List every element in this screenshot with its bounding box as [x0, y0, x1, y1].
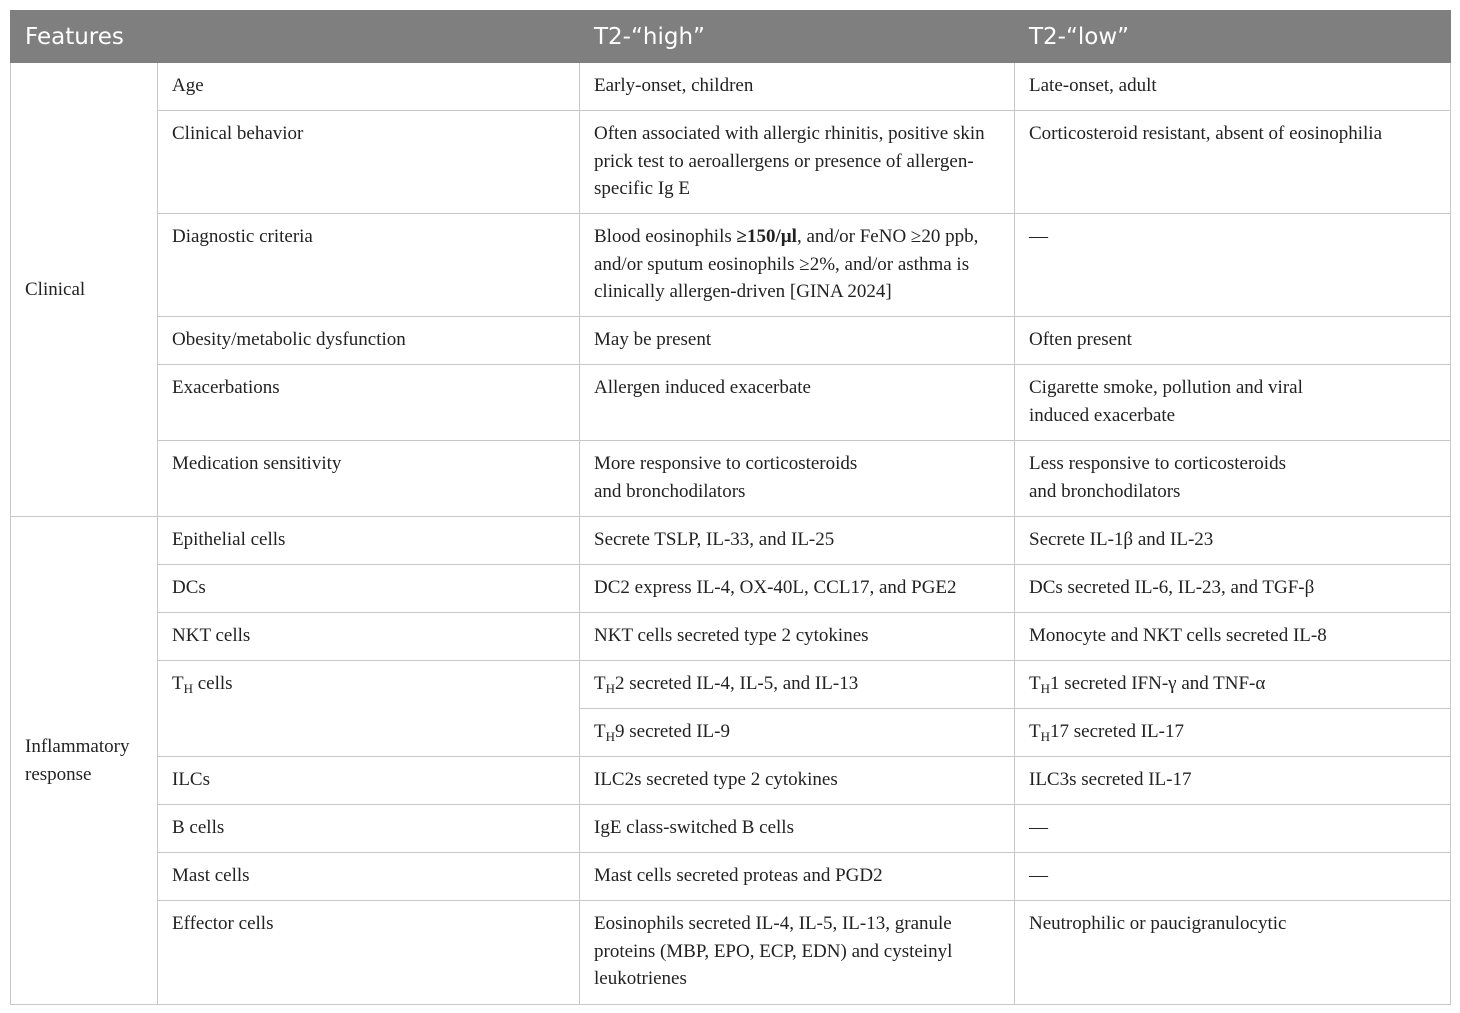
- t2-high-cell: Early-onset, children: [580, 63, 1015, 111]
- header-t2-high: T2-“high”: [580, 11, 1015, 63]
- t2-high-cell: More responsive to corticosteroids and bronchodilators: [580, 441, 1015, 517]
- th-text: 1 secreted IFN-γ and TNF-α: [1050, 673, 1266, 694]
- th-subscript: H: [1040, 681, 1050, 696]
- table-row: [11, 901, 1451, 1005]
- th-text: 2 secreted IL-4, IL-5, and IL-13: [615, 673, 859, 694]
- t2-low-cell: ILC3s secreted IL-17: [1015, 757, 1451, 805]
- diagnostic-text-end: , and/or FeNO ≥20 ppb, and/or sputum eosinophils ≥2%, and/or asthma is clinically allergen-driven [GINA 2024]: [594, 226, 979, 302]
- table-row: [11, 661, 1451, 709]
- t2-low-cell: [1015, 661, 1451, 709]
- table-row: [11, 441, 1451, 517]
- t2-high-cell: Secrete TSLP, IL-33, and IL-25: [580, 517, 1015, 565]
- th-letter: T: [1029, 721, 1041, 742]
- th-letter: T: [594, 673, 606, 694]
- feature-cell: Medication sensitivity: [158, 441, 580, 517]
- th-letter: T: [172, 673, 184, 694]
- t2-high-cell: May be present: [580, 317, 1015, 365]
- table-row: [11, 214, 1451, 317]
- table-row: [11, 317, 1451, 365]
- th-subscript: H: [183, 681, 193, 696]
- t2-low-cell: Secrete IL-1β and IL-23: [1015, 517, 1451, 565]
- table-row: [11, 613, 1451, 661]
- t2-low-cell: Neutrophilic or paucigranulocytic: [1015, 901, 1451, 1005]
- feature-cell: Epithelial cells: [158, 517, 580, 565]
- table-row: [11, 111, 1451, 214]
- feature-cell: Clinical behavior: [158, 111, 580, 214]
- t2-high-cell: Often associated with allergic rhinitis, positive skin prick test to aeroallergens or presence of allergen-specific Ig E: [580, 111, 1015, 214]
- t2-low-cell: —: [1015, 214, 1451, 317]
- group-inflammatory-response: Inflammatory response: [11, 517, 158, 1005]
- t2-low-cell: Cigarette smoke, pollution and viral induced exacerbate: [1015, 365, 1451, 441]
- feature-cell: Obesity/metabolic dysfunction: [158, 317, 580, 365]
- feature-cell: B cells: [158, 805, 580, 853]
- t2-high-cell: IgE class-switched B cells: [580, 805, 1015, 853]
- table-row: [11, 517, 1451, 565]
- header-row: [11, 11, 1451, 63]
- table-row: [11, 565, 1451, 613]
- diagnostic-text-start: Blood eosinophils: [594, 226, 737, 247]
- t2-low-cell: Monocyte and NKT cells secreted IL-8: [1015, 613, 1451, 661]
- comparison-table: [10, 10, 1451, 1005]
- feature-cell: ILCs: [158, 757, 580, 805]
- feature-cell: Mast cells: [158, 853, 580, 901]
- t2-high-cell: Allergen induced exacerbate: [580, 365, 1015, 441]
- t2-low-cell: —: [1015, 805, 1451, 853]
- th-letter: T: [594, 721, 606, 742]
- table-row: [11, 63, 1451, 111]
- t2-low-cell: Corticosteroid resistant, absent of eosinophilia: [1015, 111, 1451, 214]
- t2-low-cell: DCs secreted IL-6, IL-23, and TGF-β: [1015, 565, 1451, 613]
- t2-high-cell: [580, 709, 1015, 757]
- header-features: Features: [11, 11, 580, 63]
- t2-high-cell: Eosinophils secreted IL-4, IL-5, IL-13, granule proteins (MBP, EPO, ECP, EDN) and cysteinyl leukotrienes: [580, 901, 1015, 1005]
- th-letter: T: [1029, 673, 1041, 694]
- t2-high-cell: [580, 661, 1015, 709]
- t2-high-cell: DC2 express IL-4, OX-40L, CCL17, and PGE2: [580, 565, 1015, 613]
- group-clinical: Clinical: [11, 63, 158, 517]
- t2-low-cell: —: [1015, 853, 1451, 901]
- feature-cell: Exacerbations: [158, 365, 580, 441]
- th-subscript: H: [1040, 729, 1050, 744]
- eosinophil-threshold: ≥150/µl: [736, 226, 797, 247]
- feature-cell: [158, 661, 580, 757]
- t2-low-cell: Late-onset, adult: [1015, 63, 1451, 111]
- th-subscript: H: [605, 729, 615, 744]
- th-label-rest: cells: [193, 673, 233, 694]
- th-text: 17 secreted IL-17: [1050, 721, 1184, 742]
- th-subscript: H: [605, 681, 615, 696]
- t2-low-cell: Often present: [1015, 317, 1451, 365]
- feature-cell: Age: [158, 63, 580, 111]
- t2-high-cell: NKT cells secreted type 2 cytokines: [580, 613, 1015, 661]
- header-t2-low: T2-“low”: [1015, 11, 1451, 63]
- t2-high-cell: [580, 214, 1015, 317]
- feature-cell: NKT cells: [158, 613, 580, 661]
- feature-cell: Diagnostic criteria: [158, 214, 580, 317]
- t2-low-cell: [1015, 709, 1451, 757]
- t2-low-cell: Less responsive to corticosteroids and bronchodilators: [1015, 441, 1451, 517]
- feature-cell: Effector cells: [158, 901, 580, 1005]
- table-row: [11, 853, 1451, 901]
- table-row: [11, 805, 1451, 853]
- th-text: 9 secreted IL-9: [615, 721, 730, 742]
- feature-cell: DCs: [158, 565, 580, 613]
- t2-high-cell: Mast cells secreted proteas and PGD2: [580, 853, 1015, 901]
- table-row: [11, 757, 1451, 805]
- table-row: [11, 365, 1451, 441]
- t2-high-cell: ILC2s secreted type 2 cytokines: [580, 757, 1015, 805]
